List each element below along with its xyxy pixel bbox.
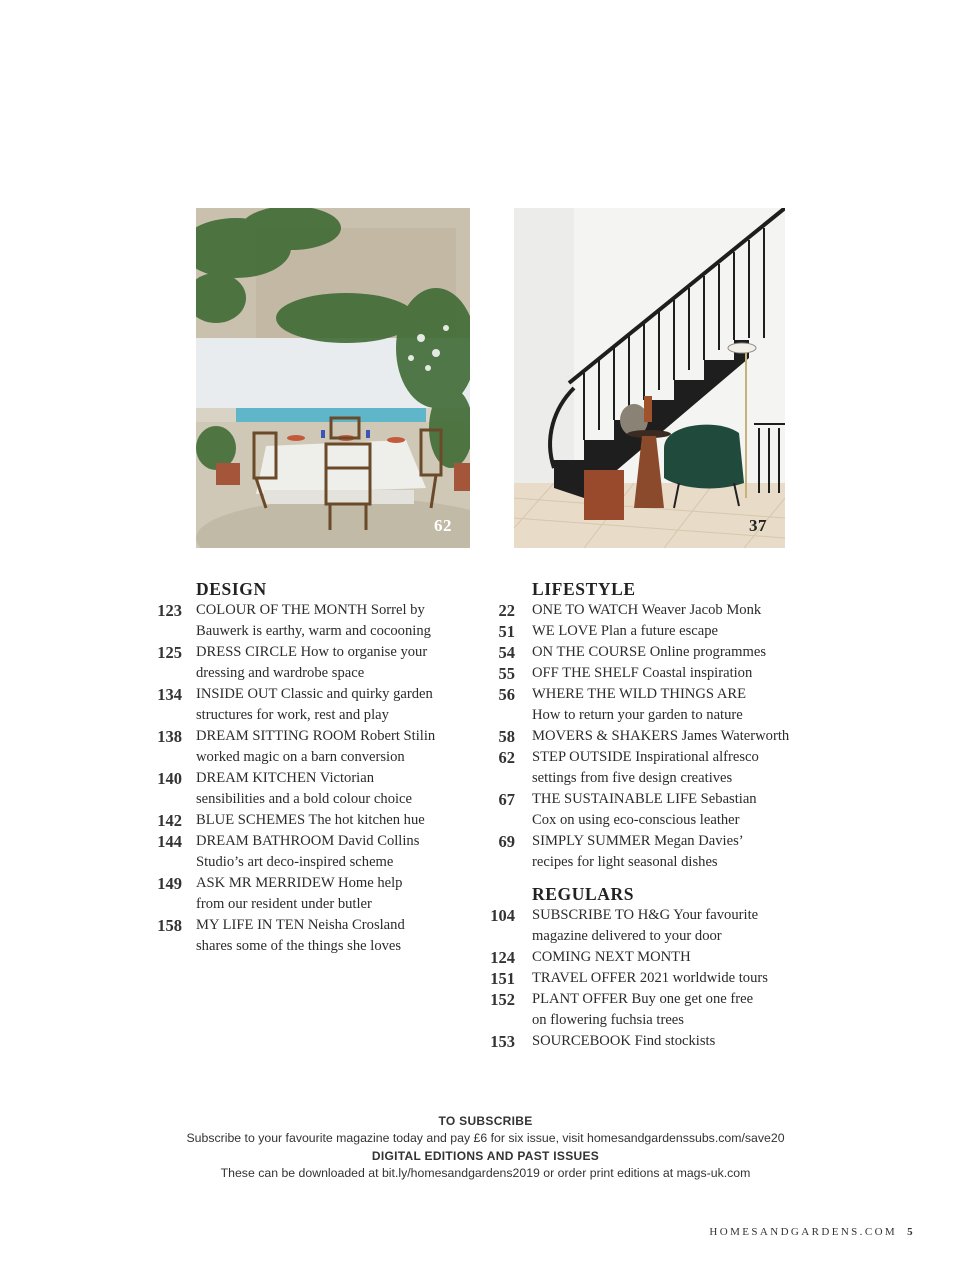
entry-page-number: 123 [157, 601, 182, 620]
folio-page-number: 5 [907, 1226, 915, 1238]
courtyard-illustration [196, 208, 470, 548]
subscribe-heading: TO SUBSCRIBE [438, 1114, 533, 1128]
entry-page-number: 69 [498, 832, 515, 851]
entry-line: MY LIFE IN TEN Neisha Crosland [196, 917, 405, 933]
contents-entry [146, 768, 466, 810]
entry-line: WE LOVE Plan a future escape [532, 623, 718, 639]
contents-entry [146, 810, 466, 831]
entry-description [196, 600, 431, 642]
entry-line: from our resident under butler [196, 896, 372, 912]
entry-line: DREAM KITCHEN Victorian [196, 770, 375, 786]
entry-page-number: 51 [498, 622, 515, 641]
subscribe-text: Subscribe to your favourite magazine today and pay £6 for six issue, visit homesandgardenssubs.com/save20 [186, 1131, 785, 1145]
entry-page-number: 158 [157, 916, 182, 935]
contents-entry [480, 947, 810, 968]
entry-description [532, 663, 752, 684]
entry-page-number: 138 [157, 727, 182, 746]
digital-heading: DIGITAL EDITIONS AND PAST ISSUES [371, 1149, 600, 1163]
contents-entry [480, 789, 810, 831]
entry-page-number: 140 [157, 769, 182, 788]
folio-site: HOMESANDGARDENS.COM [709, 1226, 898, 1238]
contents-entry [480, 663, 810, 684]
entry-description [196, 768, 412, 810]
staircase-illustration [514, 208, 785, 548]
entry-page-number: 124 [490, 948, 515, 967]
entry-description [196, 810, 425, 831]
entry-description [196, 873, 402, 915]
entry-page-number: 104 [490, 906, 515, 925]
entry-description [532, 831, 744, 873]
contents-entry [480, 684, 810, 726]
section-heading-lifestyle: LIFESTYLE [532, 579, 636, 599]
contents-entry [146, 915, 466, 957]
section-heading-design: DESIGN [196, 579, 267, 599]
entry-description [532, 621, 718, 642]
entry-description [532, 642, 766, 663]
entry-description [532, 789, 757, 831]
entry-description [196, 684, 433, 726]
entry-line: SUBSCRIBE TO H&G Your favourite [532, 907, 759, 923]
lifestyle-regulars-column [480, 578, 810, 1052]
entry-line: COLOUR OF THE MONTH Sorrel by [196, 602, 425, 618]
contents-entry [480, 600, 810, 621]
entry-line: COMING NEXT MONTH [532, 949, 691, 965]
contents-entry [146, 684, 466, 726]
entry-page-number: 149 [157, 874, 182, 893]
entry-line: ON THE COURSE Online programmes [532, 644, 767, 660]
entry-description [196, 642, 427, 684]
entry-description [532, 600, 761, 621]
entry-page-number: 153 [490, 1032, 515, 1051]
contents-entry [480, 1031, 810, 1052]
entry-line: TRAVEL OFFER 2021 worldwide tours [532, 970, 768, 986]
entry-page-number: 62 [498, 748, 515, 767]
contents-entry [480, 831, 810, 873]
entry-line: Cox on using eco-conscious leather [532, 812, 740, 828]
entry-page-number: 54 [498, 643, 515, 662]
entry-line: DREAM SITTING ROOM Robert Stilin [196, 728, 436, 744]
entry-line: How to return your garden to nature [532, 707, 743, 723]
entry-page-number: 125 [157, 643, 182, 662]
entry-line: sensibilities and a bold colour choice [196, 791, 413, 807]
entry-line: DRESS CIRCLE How to organise your [196, 644, 428, 660]
contents-entry [146, 726, 466, 768]
entry-line: SOURCEBOOK Find stockists [532, 1033, 716, 1049]
entry-line: PLANT OFFER Buy one get one free [532, 991, 754, 1007]
entry-description [532, 989, 753, 1031]
photo-page-number: 37 [749, 516, 767, 535]
entry-description [532, 947, 691, 968]
entry-page-number: 134 [157, 685, 182, 704]
entry-line: BLUE SCHEMES The hot kitchen hue [196, 812, 425, 828]
digital-text: These can be downloaded at bit.ly/homesandgardens2019 or order print editions at mags-uk.com [220, 1166, 751, 1180]
entry-page-number: 67 [498, 790, 515, 809]
contents-entry [480, 642, 810, 663]
entry-line: on flowering fuchsia trees [532, 1012, 684, 1028]
contents-entry [146, 831, 466, 873]
entry-description [532, 747, 759, 789]
contents-entry [480, 621, 810, 642]
entry-line: structures for work, rest and play [196, 707, 389, 723]
entry-line: MOVERS & SHAKERS James Waterworth [532, 728, 790, 744]
entry-line: DREAM BATHROOM David Collins [196, 833, 420, 849]
entry-line: Bauwerk is earthy, warm and cocooning [196, 623, 431, 639]
contents-entry [480, 905, 810, 947]
entry-line: ONE TO WATCH Weaver Jacob Monk [532, 602, 762, 618]
entry-description [532, 905, 758, 947]
entry-line: THE SUSTAINABLE LIFE Sebastian [532, 791, 757, 807]
entry-line: SIMPLY SUMMER Megan Davies’ [532, 833, 744, 849]
entry-page-number: 144 [157, 832, 182, 851]
entry-line: shares some of the things she loves [196, 938, 402, 954]
subscribe-info [0, 1114, 971, 1180]
staircase-photo [514, 208, 785, 548]
entry-line: OFF THE SHELF Coastal inspiration [532, 665, 753, 681]
section-heading-regulars: REGULARS [532, 884, 635, 904]
design-entries [146, 600, 466, 957]
contents-entry [146, 642, 466, 684]
entry-line: worked magic on a barn conversion [196, 749, 405, 765]
entry-line: dressing and wardrobe space [196, 665, 365, 681]
contents-entry [146, 873, 466, 915]
entry-line: STEP OUTSIDE Inspirational alfresco [532, 749, 759, 765]
entry-description [532, 684, 746, 726]
entry-page-number: 152 [490, 990, 515, 1009]
entry-page-number: 151 [490, 969, 515, 988]
entry-line: Studio’s art deco-inspired scheme [196, 854, 394, 870]
entry-line: magazine delivered to your door [532, 928, 722, 944]
lifestyle-entries [480, 600, 810, 873]
entry-page-number: 142 [157, 811, 182, 830]
contents-entry [480, 989, 810, 1031]
entry-description [532, 1031, 715, 1052]
entry-page-number: 56 [498, 685, 515, 704]
photo-page-number: 62 [434, 516, 452, 535]
contents-entry [146, 600, 466, 642]
entry-description [532, 968, 768, 989]
entry-page-number: 58 [498, 727, 515, 746]
courtyard-photo [196, 208, 470, 548]
page-folio [709, 1226, 915, 1238]
contents-entry [480, 968, 810, 989]
contents-entry [480, 747, 810, 789]
entry-page-number: 22 [498, 601, 515, 620]
entry-line: ASK MR MERRIDEW Home help [196, 875, 403, 891]
regulars-entries [480, 905, 810, 1052]
design-section [146, 578, 466, 957]
entry-description [532, 726, 789, 747]
entry-line: WHERE THE WILD THINGS ARE [532, 686, 747, 702]
entry-line: settings from five design creatives [532, 770, 733, 786]
entry-description [196, 831, 419, 873]
entry-line: INSIDE OUT Classic and quirky garden [196, 686, 433, 702]
entry-line: recipes for light seasonal dishes [532, 854, 718, 870]
entry-description [196, 726, 435, 768]
entry-page-number: 55 [498, 664, 515, 683]
contents-entry [480, 726, 810, 747]
entry-description [196, 915, 405, 957]
